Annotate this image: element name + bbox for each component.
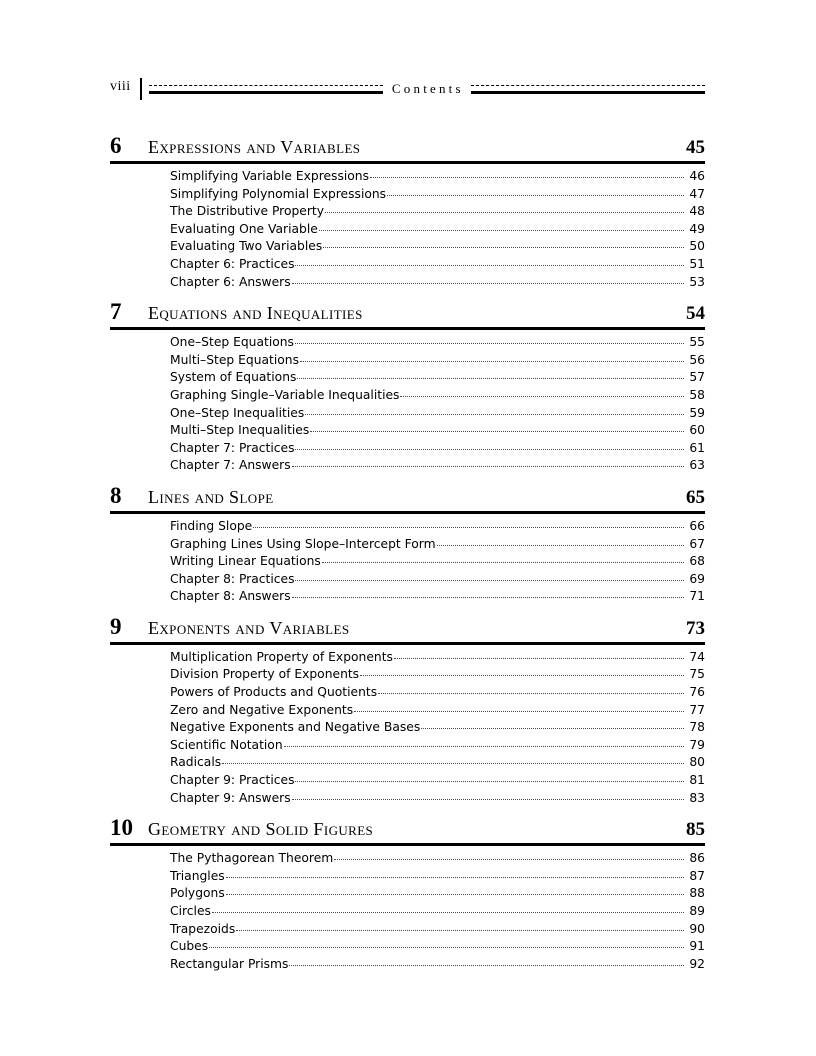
dot-leader	[295, 334, 684, 346]
header-divider-bar	[140, 78, 142, 100]
toc-entry-page-number: 67	[689, 536, 705, 551]
toc-entry-page-number: 57	[689, 370, 705, 385]
toc-entry-label: Zero and Negative Exponents	[170, 702, 354, 717]
chapter-heading[interactable]	[110, 615, 705, 645]
toc-entry-label: Simplifying Polynomial Expressions	[170, 186, 387, 201]
table-of-contents	[110, 134, 705, 982]
toc-entry-page-number: 51	[689, 256, 705, 271]
chapter-entry-list	[110, 846, 705, 982]
chapter-heading[interactable]	[110, 484, 705, 514]
chapter-number: 6	[110, 133, 122, 158]
toc-entry[interactable]	[110, 274, 705, 292]
toc-entry-page-number: 76	[689, 685, 705, 700]
chapter-entry-list	[110, 330, 705, 484]
toc-entry[interactable]	[110, 553, 705, 571]
toc-entry-page-number: 86	[689, 851, 705, 866]
dot-leader	[360, 666, 684, 678]
dot-leader	[322, 553, 684, 565]
toc-entry-label: Multi–Step Inequalities	[170, 423, 310, 438]
toc-entry-page-number: 90	[689, 921, 705, 936]
toc-entry[interactable]	[110, 684, 705, 702]
chapter-page-number: 45	[686, 137, 705, 158]
toc-entry-page-number: 81	[689, 773, 705, 788]
dot-leader	[292, 790, 684, 802]
toc-entry-label: Graphing Lines Using Slope–Intercept Form	[170, 536, 436, 551]
dot-leader	[292, 457, 684, 469]
toc-entry[interactable]	[110, 203, 705, 221]
toc-entry[interactable]	[110, 387, 705, 405]
toc-entry-page-number: 91	[689, 939, 705, 954]
toc-entry-page-number: 56	[689, 352, 705, 367]
dot-leader	[305, 405, 684, 417]
dot-leader	[334, 850, 684, 862]
toc-entry[interactable]	[110, 885, 705, 903]
dot-leader	[323, 238, 684, 250]
toc-entry[interactable]	[110, 221, 705, 239]
toc-entry-label: Evaluating One Variable	[170, 221, 318, 236]
toc-entry-page-number: 87	[689, 868, 705, 883]
chapter-title: Geometry and Solid Figures	[148, 819, 374, 840]
chapter-page-number: 65	[686, 486, 705, 508]
header-rule-right	[471, 78, 705, 100]
header-solid-rule-right	[471, 91, 705, 94]
toc-entry-page-number: 83	[689, 790, 705, 805]
toc-entry-page-number: 77	[689, 702, 705, 717]
chapter-page-number: 73	[686, 617, 705, 639]
toc-entry[interactable]	[110, 518, 705, 536]
toc-entry-label: Chapter 7: Answers	[170, 458, 291, 473]
toc-entry-label: Cubes	[170, 939, 209, 954]
toc-entry-page-number: 61	[689, 440, 705, 455]
chapter-number: 9	[110, 613, 122, 639]
toc-entry-page-number: 88	[689, 886, 705, 901]
dot-leader	[226, 885, 684, 897]
header-dashed-rule-left	[149, 85, 383, 86]
toc-entry-label: Negative Exponents and Negative Bases	[170, 720, 421, 735]
toc-entry[interactable]	[110, 754, 705, 772]
chapter-block	[110, 816, 705, 982]
toc-entry-label: Scientific Notation	[170, 737, 283, 752]
dot-leader	[421, 719, 684, 731]
toc-entry-page-number: 58	[689, 387, 705, 402]
toc-entry[interactable]	[110, 649, 705, 667]
toc-entry-page-number: 55	[689, 335, 705, 350]
toc-entry[interactable]	[110, 903, 705, 921]
header-rules	[149, 78, 705, 100]
dot-leader	[289, 956, 684, 968]
dot-leader	[325, 203, 684, 215]
chapter-heading[interactable]	[110, 300, 705, 330]
chapter-number: 7	[110, 299, 122, 325]
dot-leader	[295, 772, 684, 784]
dot-leader	[295, 440, 684, 452]
toc-entry[interactable]	[110, 536, 705, 554]
dot-leader	[394, 649, 684, 661]
header-dashed-rule-right	[471, 85, 705, 86]
header-title: Contents	[391, 81, 464, 96]
header-solid-rule-left	[149, 91, 383, 94]
dot-leader	[370, 168, 684, 180]
chapter-heading[interactable]	[110, 134, 705, 164]
dot-leader	[222, 754, 684, 766]
toc-entry[interactable]	[110, 666, 705, 684]
dot-leader	[437, 536, 684, 548]
toc-entry[interactable]	[110, 850, 705, 868]
chapter-entry-list	[110, 645, 705, 816]
dot-leader	[295, 571, 684, 583]
toc-entry-page-number: 63	[689, 458, 705, 473]
toc-entry[interactable]	[110, 334, 705, 352]
toc-entry-label: Simplifying Variable Expressions	[170, 169, 370, 183]
chapter-entry-list	[110, 164, 705, 300]
toc-entry-page-number: 59	[689, 405, 705, 420]
chapter-block	[110, 300, 705, 484]
toc-entry-label: One–Step Equations	[170, 335, 294, 350]
toc-entry[interactable]	[110, 186, 705, 204]
toc-entry-page-number: 60	[689, 423, 705, 438]
toc-entry-label: Graphing Single–Variable Inequalities	[170, 387, 400, 402]
toc-entry-page-number: 48	[689, 204, 705, 219]
toc-entry-page-number: 69	[689, 571, 705, 586]
running-header	[110, 78, 705, 104]
toc-entry[interactable]	[110, 790, 705, 808]
chapter-title: Lines and Slope	[148, 486, 274, 507]
toc-entry-label: Polygons	[170, 886, 225, 901]
toc-entry-label: Writing Linear Equations	[170, 554, 321, 569]
dot-leader	[212, 903, 684, 915]
chapter-block	[110, 484, 705, 615]
chapter-title: Expressions and Variables	[148, 137, 361, 157]
toc-entry-label: Division Property of Exponents	[170, 667, 360, 682]
toc-entry-label: Triangles	[170, 868, 225, 883]
toc-entry[interactable]	[110, 405, 705, 423]
toc-entry-label: Chapter 9: Answers	[170, 790, 291, 805]
toc-entry-label: Multi–Step Equations	[170, 352, 299, 367]
chapter-block	[110, 134, 705, 300]
toc-entry[interactable]	[110, 457, 705, 475]
header-rule-left	[149, 78, 383, 100]
toc-entry-label: Circles	[170, 904, 211, 918]
toc-entry-label: Evaluating Two Variables	[170, 239, 323, 254]
toc-entry-label: Powers of Products and Quotients	[170, 685, 378, 700]
toc-entry-page-number: 66	[689, 518, 705, 533]
toc-entry-label: Multiplication Property of Exponents	[170, 649, 393, 664]
dot-leader	[378, 684, 684, 696]
toc-entry[interactable]	[110, 238, 705, 256]
toc-entry[interactable]	[110, 422, 705, 440]
dot-leader	[236, 921, 684, 933]
dot-leader	[354, 702, 684, 714]
toc-entry[interactable]	[110, 571, 705, 589]
toc-entry[interactable]	[110, 719, 705, 737]
dot-leader	[295, 256, 684, 268]
chapter-page-number: 54	[686, 303, 705, 325]
toc-entry[interactable]	[110, 868, 705, 886]
toc-entry-label: One–Step Inequalities	[170, 405, 305, 420]
toc-entry-page-number: 50	[689, 239, 705, 254]
dot-leader	[400, 387, 684, 399]
dot-leader	[253, 518, 684, 530]
toc-entry-page-number: 78	[689, 720, 705, 735]
dot-leader	[297, 369, 684, 381]
toc-entry-page-number: 47	[689, 186, 705, 201]
toc-entry-label: Rectangular Prisms	[170, 956, 289, 971]
toc-entry[interactable]	[110, 956, 705, 974]
toc-entry[interactable]	[110, 256, 705, 274]
toc-entry-label: System of Equations	[170, 370, 297, 385]
dot-leader	[310, 422, 684, 434]
chapter-heading[interactable]	[110, 816, 705, 846]
toc-entry-page-number: 80	[689, 755, 705, 770]
toc-entry-page-number: 92	[689, 956, 705, 971]
toc-entry[interactable]	[110, 352, 705, 370]
toc-entry-page-number: 71	[689, 589, 705, 604]
toc-entry[interactable]	[110, 938, 705, 956]
dot-leader	[319, 221, 684, 233]
toc-entry-page-number: 53	[689, 274, 705, 289]
toc-entry[interactable]	[110, 440, 705, 458]
toc-entry-label: Chapter 8: Answers	[170, 589, 291, 604]
chapter-title: Exponents and Variables	[148, 617, 350, 638]
toc-entry[interactable]	[110, 369, 705, 387]
toc-entry[interactable]	[110, 168, 705, 186]
toc-entry[interactable]	[110, 702, 705, 720]
chapter-page-number: 85	[686, 819, 705, 841]
toc-entry-label: Chapter 8: Practices	[170, 571, 295, 586]
chapter-title: Equations and Inequalities	[148, 303, 363, 324]
toc-entry-page-number: 75	[689, 667, 705, 682]
toc-entry-label: Chapter 6: Practices	[170, 256, 295, 271]
dot-leader	[226, 868, 684, 880]
toc-entry-page-number: 68	[689, 554, 705, 569]
toc-entry[interactable]	[110, 588, 705, 606]
toc-entry-page-number: 89	[689, 904, 705, 918]
toc-entry-page-number: 74	[689, 649, 705, 664]
toc-entry-page-number: 46	[689, 169, 705, 183]
toc-entry-label: Chapter 9: Practices	[170, 773, 295, 788]
toc-entry-label: Trapezoids	[170, 921, 236, 936]
toc-entry-label: The Distributive Property	[170, 204, 324, 219]
toc-entry-label: Chapter 7: Practices	[170, 440, 295, 455]
toc-entry-label: Chapter 6: Answers	[170, 274, 291, 289]
toc-entry-page-number: 49	[689, 221, 705, 236]
toc-entry-label: Finding Slope	[170, 518, 253, 533]
toc-entry-page-number: 79	[689, 737, 705, 752]
toc-entry[interactable]	[110, 737, 705, 755]
chapter-entry-list	[110, 514, 705, 615]
toc-entry[interactable]	[110, 921, 705, 939]
dot-leader	[300, 352, 684, 364]
dot-leader	[292, 588, 684, 600]
page-folio: viii	[110, 79, 131, 94]
toc-entry-label: The Pythagorean Theorem	[170, 851, 334, 866]
toc-entry[interactable]	[110, 772, 705, 790]
dot-leader	[387, 186, 684, 198]
dot-leader	[209, 938, 684, 950]
chapter-block	[110, 615, 705, 816]
toc-entry-label: Radicals	[170, 755, 222, 770]
chapter-number: 10	[110, 815, 133, 841]
dot-leader	[284, 737, 684, 749]
chapter-number: 8	[110, 482, 122, 508]
dot-leader	[292, 274, 684, 286]
